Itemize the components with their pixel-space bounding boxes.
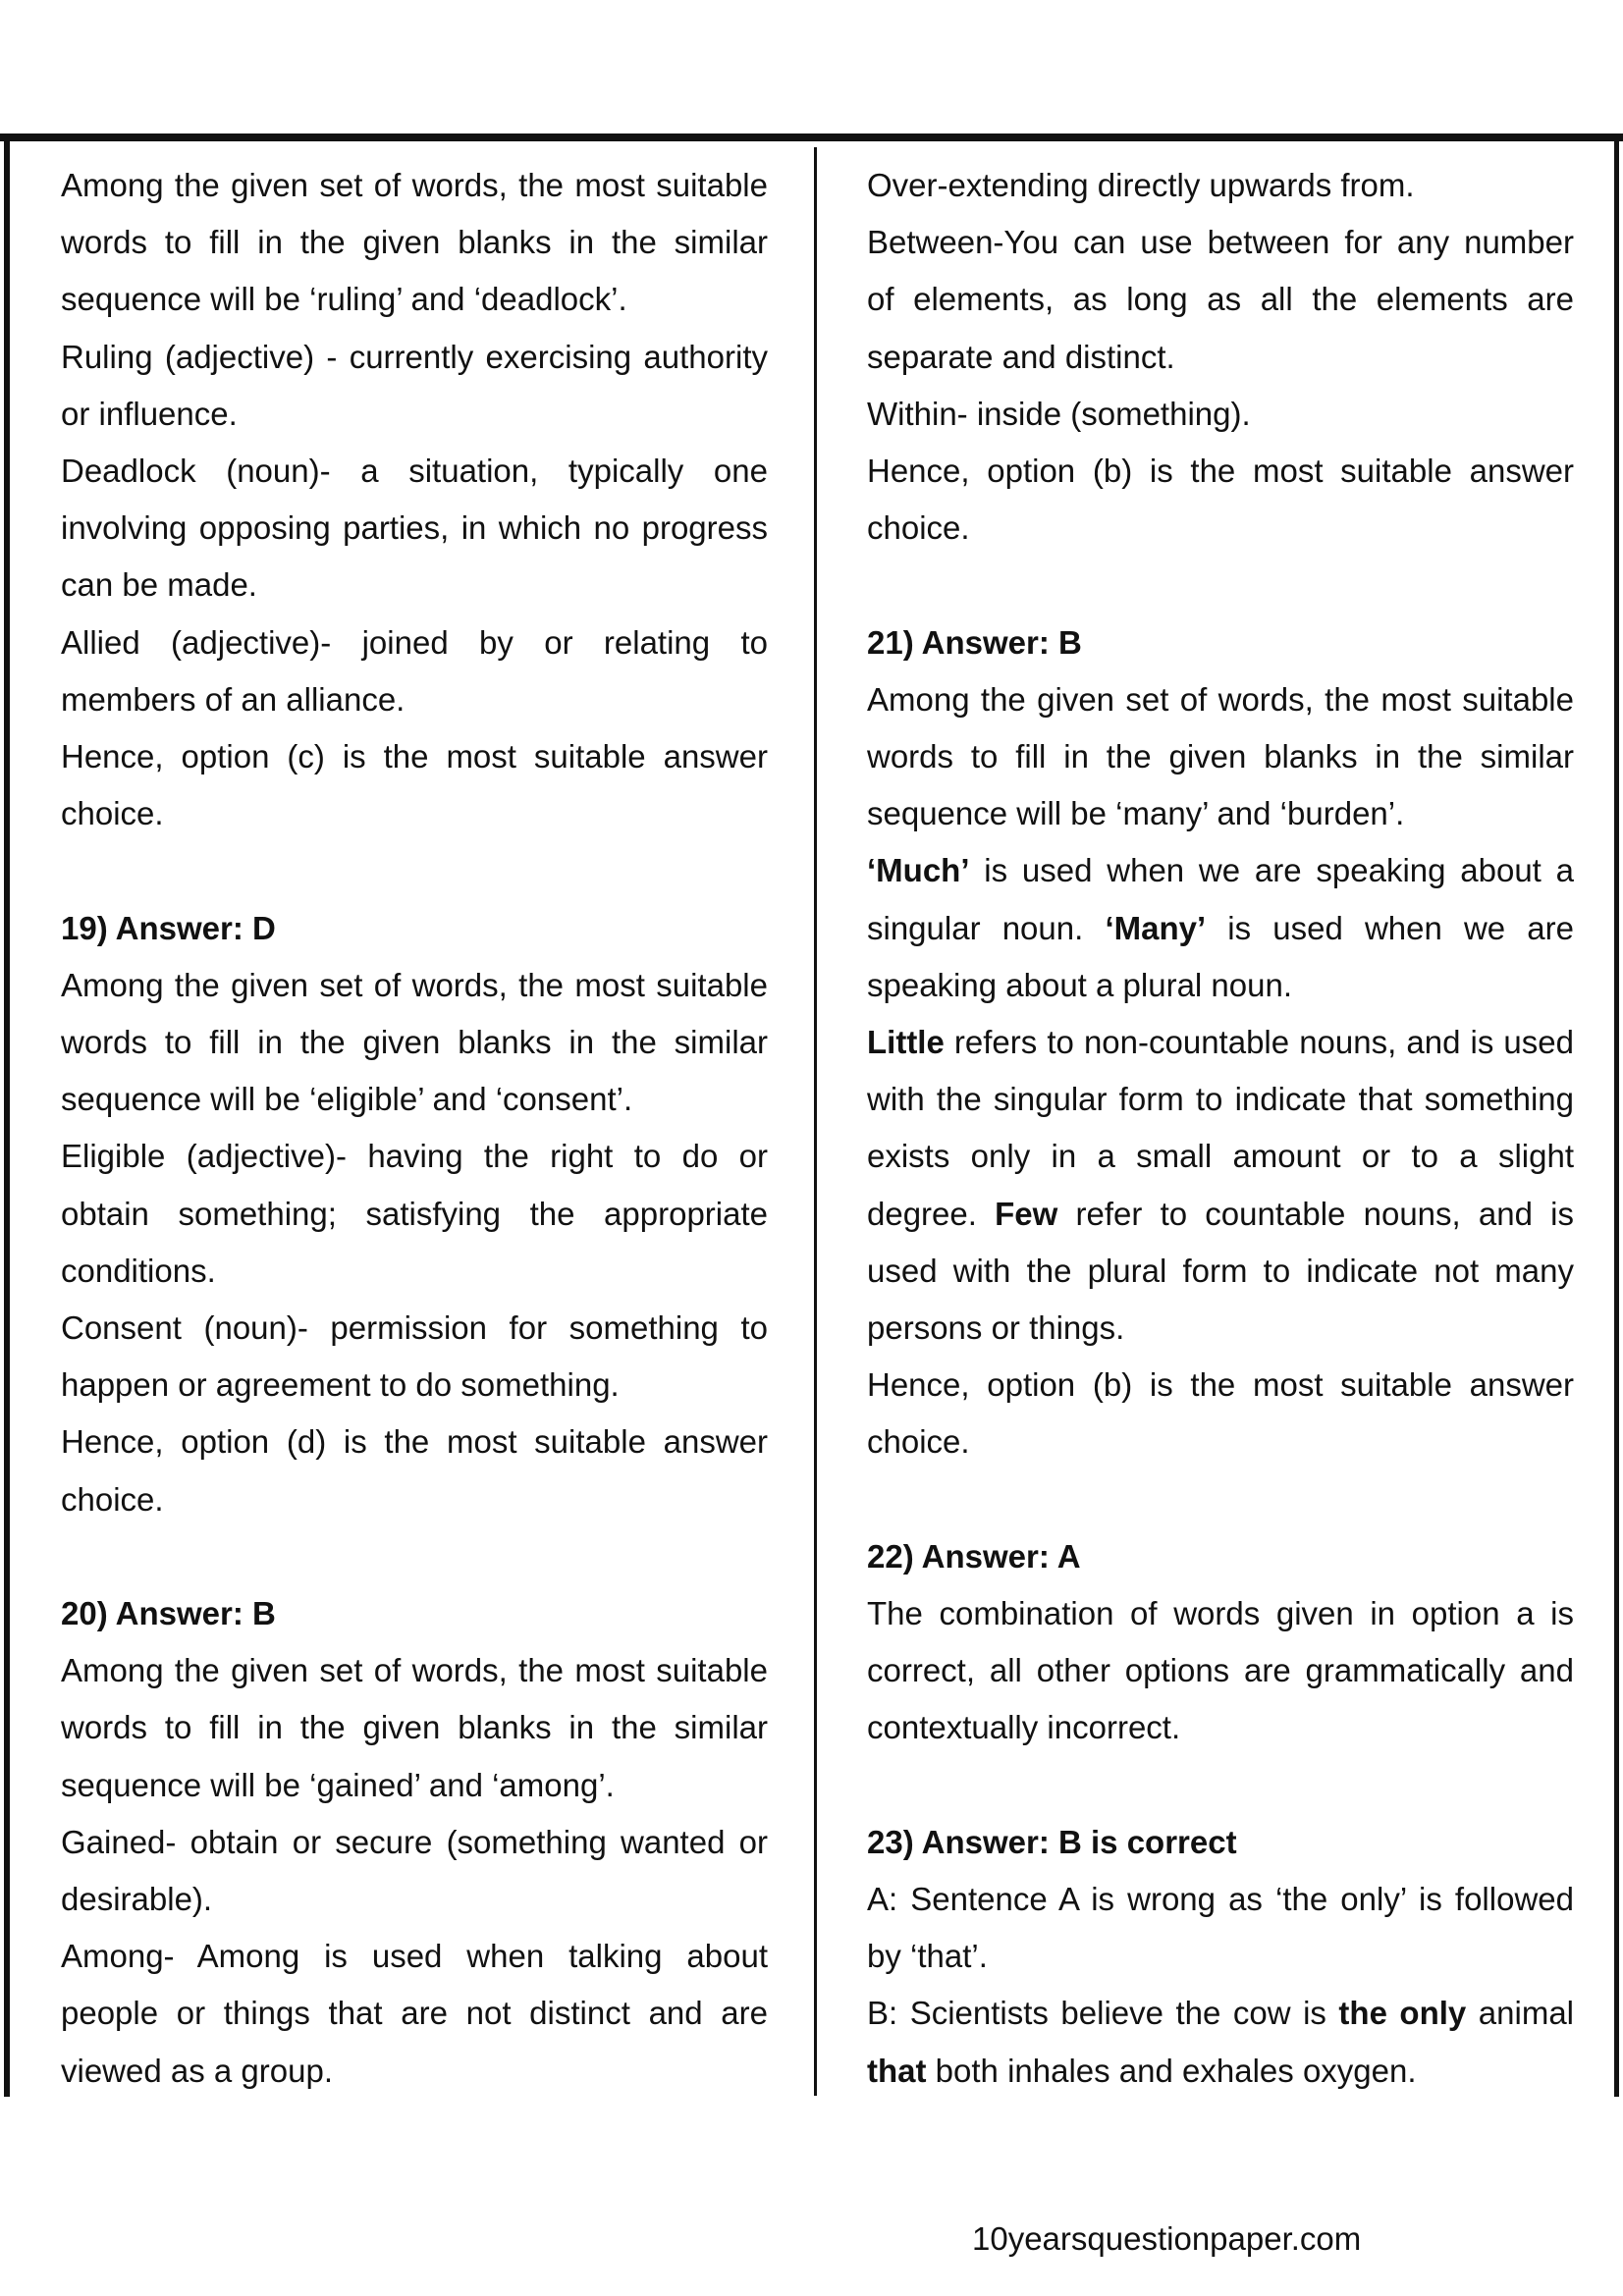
q19-conclusion: Hence, option (d) is the most suitable answer choice. (61, 1423, 768, 1518)
q20-conclusion: Hence, option (b) is the most suitable answer choice. (867, 453, 1574, 547)
q22-heading: 22) Answer: A (867, 1537, 1081, 1575)
q21-little-few: Little refers to non-countable nouns, and is used with the singular form to indicate that something exists only in a small amount or to a slight degree. Few refer to countable nouns, and is used with the plural form to indicate not many persons or things. (867, 1024, 1574, 1347)
q23-a-text: A: Sentence A is wrong as ‘the only’ is followed by ‘that’. (867, 1881, 1574, 1975)
q23-b-text: B: Scientists believe the cow is the only animal that both inhales and exhales oxygen. (867, 1995, 1575, 2089)
q21-heading: 21) Answer: B (867, 623, 1082, 661)
q20-def-gained: Gained- obtain or secure (something wanted or desirable). (61, 1823, 768, 1918)
q19-intro: Among the given set of words, the most suitable words to fill in the given blanks in the similar sequence will be ‘eligible’ and ‘consent’. (61, 966, 768, 1118)
right-column (867, 157, 1574, 2100)
column-divider (814, 147, 817, 2096)
q18-conclusion: Hence, option (c) is the most suitable answer choice. (61, 738, 768, 832)
q21-conclusion: Hence, option (b) is the most suitable answer choice. (867, 1366, 1574, 1461)
footer-site: 10yearsquestionpaper.com (972, 2220, 1362, 2257)
q18-def-ruling: Ruling (adjective) - currently exercising authority or influence. (61, 338, 768, 432)
many-term: ‘Many’ (1105, 909, 1207, 946)
top-border (0, 133, 1623, 141)
much-term: ‘Much’ (867, 852, 970, 889)
q22-text: The combination of words given in option a is correct, all other options are grammatically and contextually incorrect. (867, 1595, 1574, 1746)
left-border (4, 133, 10, 2097)
right-border (1614, 133, 1619, 2097)
q20-intro: Among the given set of words, the most suitable words to fill in the given blanks in the similar sequence will be ‘gained’ and ‘among’. (61, 1652, 768, 1803)
q19-heading: 19) Answer: D (61, 909, 276, 946)
q18-intro: Among the given set of words, the most suitable words to fill in the given blanks in the similar sequence will be ‘ruling’ and ‘deadlock’. (61, 167, 768, 318)
q20-heading: 20) Answer: B (61, 1595, 276, 1632)
q21-much-many: ‘Much’ is used when we are speaking about a singular noun. ‘Many’ is used when we are speaking about a plural noun. (867, 852, 1574, 1003)
q20-def-among: Among- Among is used when talking about people or things that are not distinct and are viewed as a group. (61, 1938, 768, 2089)
q20-def-within: Within- inside (something). (867, 395, 1251, 432)
q18-def-deadlock: Deadlock (noun)- a situation, typically one involving opposing parties, in which no progress can be made. (61, 453, 768, 604)
q21-intro: Among the given set of words, the most suitable words to fill in the given blanks in the similar sequence will be ‘many’ and ‘burden’. (867, 680, 1574, 832)
few-term: Few (995, 1195, 1058, 1232)
little-term: Little (867, 1024, 945, 1061)
q18-def-allied: Allied (adjective)- joined by or relating to members of an alliance. (61, 623, 768, 718)
q19-def-consent: Consent (noun)- permission for something to happen or agreement to do something. (61, 1309, 768, 1404)
q19-def-eligible: Eligible (adjective)- having the right to do or obtain something; satisfying the appropriate conditions. (61, 1138, 768, 1289)
q20-tail-line: Over-extending directly upwards from. (867, 167, 1415, 203)
q20-def-between: Between-You can use between for any number of elements, as long as all the elements are separate and distinct. (867, 224, 1574, 375)
q23-heading: 23) Answer: B is correct (867, 1823, 1237, 1860)
left-column (61, 157, 768, 2100)
